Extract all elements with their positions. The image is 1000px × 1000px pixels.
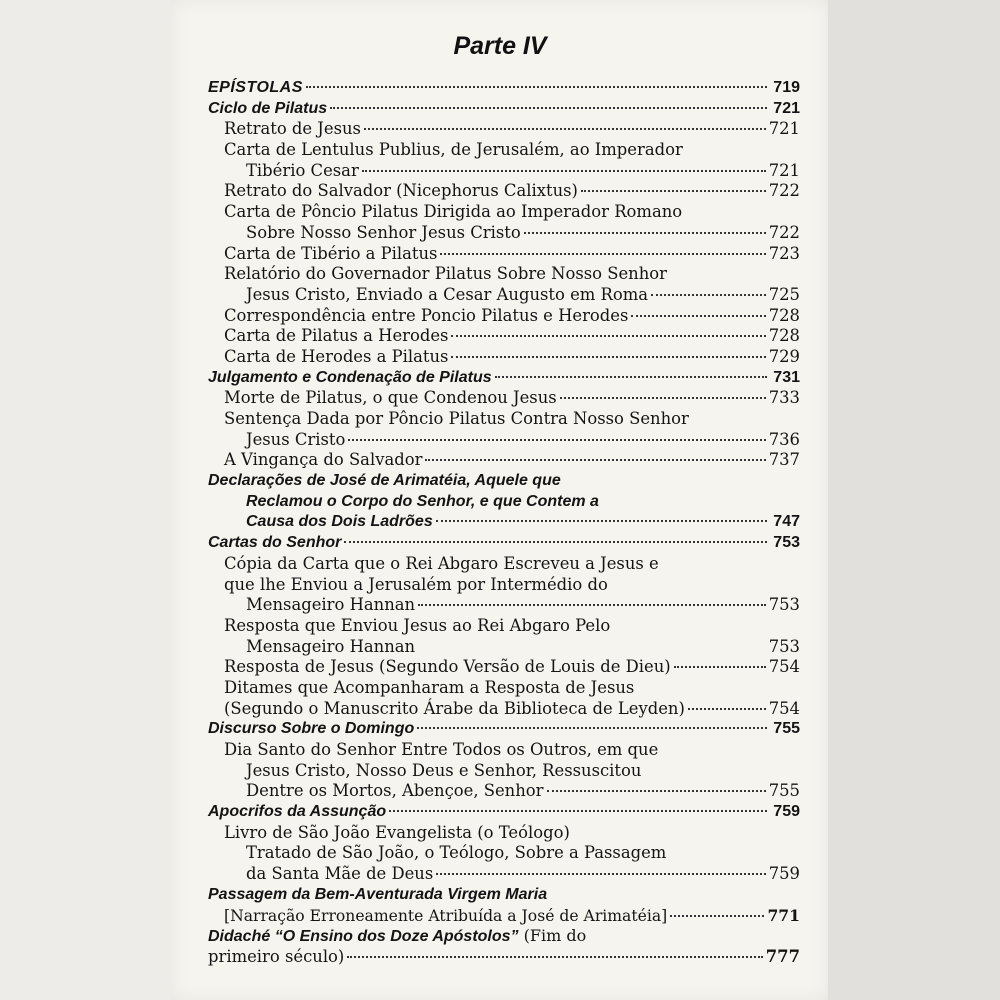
toc-entry bbox=[208, 181, 800, 202]
dot-leader bbox=[425, 459, 765, 461]
page-number: 733 bbox=[768, 388, 800, 408]
entry-title: Livro de São João Evangelista (o Teólogo) bbox=[224, 822, 570, 842]
toc-entry-section bbox=[208, 99, 800, 120]
table-of-contents bbox=[208, 78, 800, 968]
entry-title-main: Didaché “O Ensino dos Doze Apóstolos” bbox=[208, 928, 519, 946]
toc-entry bbox=[208, 781, 800, 802]
toc-entry-section bbox=[208, 719, 800, 740]
toc-entry bbox=[208, 947, 800, 968]
page-number: 721 bbox=[773, 99, 800, 117]
book-page bbox=[172, 0, 828, 1000]
dot-leader bbox=[362, 170, 766, 172]
entry-title: Mensageiro Hannan bbox=[246, 595, 416, 615]
page-number: 747 bbox=[773, 513, 800, 531]
right-background bbox=[828, 0, 1000, 1000]
toc-entry bbox=[208, 906, 800, 927]
entry-title: primeiro século) bbox=[208, 946, 345, 966]
page-number: 753 bbox=[768, 595, 800, 615]
dot-leader bbox=[651, 294, 766, 296]
toc-entry bbox=[208, 430, 800, 451]
page-number: 753 bbox=[768, 636, 800, 656]
dot-leader bbox=[560, 397, 766, 399]
page-number: 759 bbox=[768, 864, 800, 884]
toc-entry bbox=[208, 388, 800, 409]
toc-entry bbox=[208, 409, 800, 430]
dot-leader bbox=[306, 86, 767, 88]
toc-entry-section bbox=[208, 802, 800, 823]
entry-title: Retrato do Salvador (Nicephorus Calixtus) bbox=[224, 181, 578, 201]
toc-entry bbox=[208, 306, 800, 327]
entry-title: Carta de Lentulus Publius, de Jerusalém, ao Imperador bbox=[224, 140, 683, 160]
entry-title: A Vingança do Salvador bbox=[224, 450, 423, 470]
dot-leader bbox=[364, 128, 766, 130]
page-number: 722 bbox=[768, 181, 800, 201]
page-number: 721 bbox=[768, 160, 800, 180]
entry-title: Sobre Nosso Senhor Jesus Cristo bbox=[246, 222, 521, 242]
toc-entry bbox=[208, 119, 800, 140]
dot-leader bbox=[451, 356, 765, 358]
toc-entry bbox=[208, 554, 800, 575]
toc-entry bbox=[208, 678, 800, 699]
page-number: 723 bbox=[768, 243, 800, 263]
page-number: 755 bbox=[768, 781, 800, 801]
entry-title: Tratado de São João, o Teólogo, Sobre a Passagem bbox=[246, 843, 667, 863]
page-number: 753 bbox=[773, 534, 800, 552]
toc-entry bbox=[208, 347, 800, 368]
page-number: 737 bbox=[768, 450, 800, 470]
page-number: 722 bbox=[768, 222, 800, 242]
toc-entry bbox=[208, 740, 800, 761]
page-number: 771 bbox=[767, 905, 800, 925]
entry-title: Discurso Sobre o Domingo bbox=[208, 720, 415, 738]
toc-entry-section bbox=[208, 533, 800, 554]
toc-entry-section bbox=[208, 471, 800, 492]
toc-entry bbox=[208, 843, 800, 864]
entry-title: Tibério Cesar bbox=[246, 160, 359, 180]
entry-title: Passagem da Bem-Aventurada Virgem Maria bbox=[208, 885, 548, 903]
dot-leader bbox=[670, 915, 764, 917]
entry-title: Resposta de Jesus (Segundo Versão de Louis de Dieu) bbox=[224, 657, 671, 677]
toc-entry bbox=[208, 823, 800, 844]
entry-title: Jesus Cristo, Enviado a Cesar Augusto em Roma bbox=[246, 284, 649, 304]
entry-title: Sentença Dada por Pôncio Pilatus Contra Nosso Senhor bbox=[224, 409, 689, 428]
dot-leader bbox=[436, 873, 765, 875]
entry-title: Carta de Pilatus a Herodes bbox=[224, 326, 449, 346]
dot-leader bbox=[436, 520, 767, 522]
page-number: 728 bbox=[768, 326, 800, 346]
toc-entry-section bbox=[208, 512, 800, 533]
entry-title: EPÍSTOLAS bbox=[208, 79, 303, 96]
page-number: 777 bbox=[765, 946, 800, 966]
toc-entry bbox=[208, 595, 800, 616]
entry-title: Resposta que Enviou Jesus ao Rei Abgaro Pelo bbox=[224, 615, 611, 635]
entry-title: Carta de Pôncio Pilatus Dirigida ao Imperador Romano bbox=[224, 202, 683, 222]
entry-title: Reclamou o Corpo do Senhor, e que Contem a bbox=[246, 492, 599, 510]
entry-title: da Santa Mãe de Deus bbox=[246, 864, 434, 884]
entry-title: Cópia da Carta que o Rei Abgaro Escreveu a Jesus e bbox=[224, 553, 659, 573]
dot-leader bbox=[348, 439, 765, 441]
entry-title: Ditames que Acompanharam a Resposta de Jesus bbox=[224, 677, 635, 697]
page-number: 721 bbox=[768, 119, 800, 139]
entry-title: Ciclo de Pilatus bbox=[208, 99, 328, 117]
entry-title bbox=[208, 926, 586, 948]
entry-title: Morte de Pilatus, o que Condenou Jesus bbox=[224, 388, 557, 408]
toc-entry-section bbox=[208, 78, 800, 99]
entry-title: Dentre os Mortos, Abençoe, Senhor bbox=[246, 781, 544, 801]
dot-leader bbox=[440, 253, 765, 255]
dot-leader bbox=[451, 335, 765, 337]
toc-entry bbox=[208, 140, 800, 161]
entry-title: que lhe Enviou a Jerusalém por Intermédio do bbox=[224, 574, 608, 594]
page-number: 719 bbox=[773, 79, 800, 96]
entry-title: [Narração Erroneamente Atribuída a José de Arimatéia] bbox=[224, 906, 668, 925]
entry-title: Julgamento e Condenação de Pilatus bbox=[208, 368, 492, 386]
toc-entry-section bbox=[208, 492, 800, 513]
entry-title: Cartas do Senhor bbox=[208, 534, 342, 552]
toc-entry bbox=[208, 761, 800, 782]
toc-entry bbox=[208, 264, 800, 285]
dot-leader bbox=[347, 956, 762, 958]
page-number: 754 bbox=[768, 657, 800, 677]
entry-title: Causa dos Dois Ladrões bbox=[246, 513, 433, 531]
dot-leader bbox=[547, 790, 766, 792]
entry-title: Carta de Herodes a Pilatus bbox=[224, 346, 449, 366]
entry-title: Dia Santo do Senhor Entre Todos os Outros, em que bbox=[224, 740, 659, 759]
dot-leader bbox=[344, 541, 767, 543]
entry-title-tail: (Fim do bbox=[518, 926, 587, 946]
page-number: 728 bbox=[768, 305, 800, 325]
entry-title: Correspondência entre Poncio Pilatus e Herodes bbox=[224, 305, 629, 325]
entry-title: Mensageiro Hannan bbox=[246, 636, 416, 656]
toc-entry bbox=[208, 326, 800, 347]
toc-entry bbox=[208, 864, 800, 885]
page-number: 755 bbox=[773, 720, 800, 738]
entry-title: Apocrifos da Assunção bbox=[208, 803, 387, 821]
entry-title: Carta de Tibério a Pilatus bbox=[224, 243, 438, 263]
entry-title: Relatório do Governador Pilatus Sobre Nosso Senhor bbox=[224, 264, 667, 284]
page-number: 736 bbox=[768, 429, 800, 449]
page-number: 731 bbox=[773, 368, 800, 386]
dot-leader bbox=[688, 708, 766, 710]
page-number: 754 bbox=[768, 698, 800, 718]
toc-entry bbox=[208, 202, 800, 223]
left-background bbox=[0, 0, 172, 1000]
dot-leader bbox=[524, 232, 766, 234]
toc-entry bbox=[208, 699, 800, 720]
dot-leader bbox=[417, 727, 767, 729]
toc-entry bbox=[208, 450, 800, 471]
page-number: 725 bbox=[768, 284, 800, 304]
dot-leader bbox=[674, 666, 766, 668]
entry-title: Jesus Cristo, Nosso Deus e Senhor, Ressuscitou bbox=[246, 760, 642, 780]
toc-entry bbox=[208, 244, 800, 265]
dot-leader bbox=[495, 376, 767, 378]
dot-leader bbox=[330, 107, 767, 109]
toc-entry bbox=[208, 637, 800, 658]
page-number: 729 bbox=[768, 346, 800, 366]
dot-leader bbox=[389, 810, 767, 812]
toc-entry-section bbox=[208, 368, 800, 389]
page-title: Parte IV bbox=[453, 32, 547, 60]
page-number: 759 bbox=[773, 803, 800, 821]
toc-entry bbox=[208, 161, 800, 182]
toc-entry bbox=[208, 657, 800, 678]
toc-entry bbox=[208, 616, 800, 637]
entry-title: Jesus Cristo bbox=[246, 429, 346, 449]
entry-title: Declarações de José de Arimatéia, Aquele que bbox=[208, 472, 561, 490]
toc-entry-section bbox=[208, 885, 800, 906]
toc-entry-section bbox=[208, 926, 800, 947]
toc-entry bbox=[208, 285, 800, 306]
entry-title: Retrato de Jesus bbox=[224, 119, 361, 139]
toc-entry bbox=[208, 223, 800, 244]
dot-leader bbox=[418, 604, 766, 606]
toc-entry bbox=[208, 575, 800, 596]
dot-leader bbox=[631, 315, 765, 317]
entry-title: (Segundo o Manuscrito Árabe da Biblioteca de Leyden) bbox=[224, 698, 685, 718]
dot-leader bbox=[581, 190, 766, 192]
